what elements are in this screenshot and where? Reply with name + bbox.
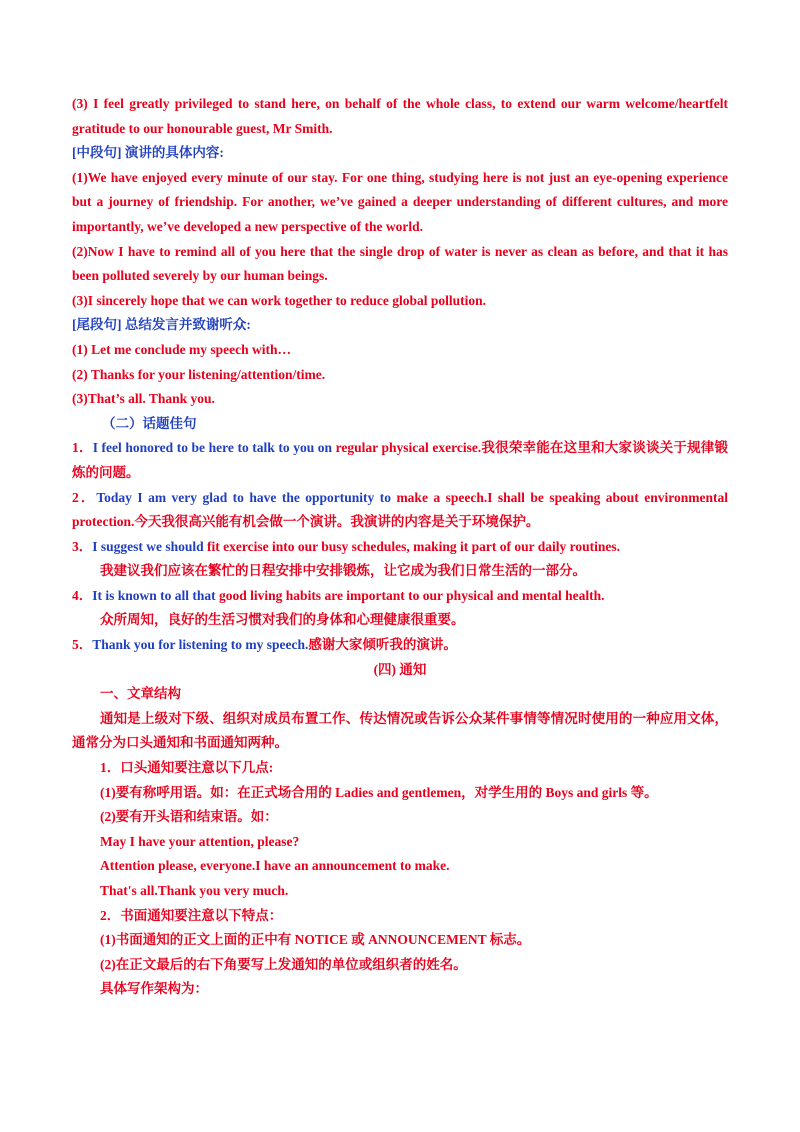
- sentence-content: good living habits are important to our physical and mental health.: [219, 587, 605, 603]
- item-number: 4．: [72, 587, 93, 603]
- written-notice-heading: 2．书面通知要注意以下特点：: [100, 907, 283, 923]
- middle-section-tag: [中段句] 演讲的具体内容:: [72, 145, 224, 161]
- opening-sentence-3: (3) I feel greatly privileged to stand here, on behalf of the whole class, to extend our warm welcome/heartfelt gratitude to our honourable guest, Mr Smith.: [72, 96, 728, 136]
- middle-sentence-2: (2)Now I have to remind all of you here that the single drop of water is never as clean as before, and that it has been polluted severely by our human beings.: [72, 243, 728, 284]
- written-point-2: (2)在正文最后的右下角要写上发通知的单位或组织者的姓名。: [100, 956, 467, 972]
- sentence-content: 感谢大家倾听我的演讲。: [308, 637, 457, 653]
- sentence-item-1: [72, 436, 728, 485]
- item-number: 5．: [72, 637, 93, 653]
- sentence-item-3: [72, 535, 728, 560]
- oral-example-2: Attention please, everyone.I have an announcement to make.: [100, 858, 450, 874]
- sentence-item-5: [72, 633, 728, 658]
- notice-intro-paragraph: 通知是上级对下级、组织对成员布置工作、传达情况或告诉公众某件事情等情况时使用的一种应用文体，通常分为口头通知和书面通知两种。: [72, 710, 728, 751]
- oral-point-2: (2)要有开头语和结束语。如：: [100, 809, 278, 825]
- item-number: 2．: [72, 489, 97, 505]
- sentence-pattern-start: Today I: [96, 489, 149, 505]
- oral-example-1: May I have your attention, please?: [100, 833, 300, 849]
- item-number: 1．: [72, 440, 93, 456]
- section-heading-notice: (四) 通知: [373, 661, 427, 677]
- sentence-item-4-translation: 众所周知，良好的生活习惯对我们的身体和心理健康很重要。: [100, 612, 465, 628]
- sentence-pattern: I suggest we should: [92, 538, 208, 554]
- oral-point-1: (1)要有称呼用语。如：在正式场合用的 Ladies and gentlemen，对学生用的 Boys and girls 等。: [100, 784, 658, 800]
- item-number: 3．: [72, 538, 93, 554]
- sentence-item-2: [72, 486, 728, 535]
- document-page: [72, 92, 728, 1002]
- sentence-content: make a speech.I shall be speaking about environmental protection.今天我很高兴能有机会做一个演讲。我演讲的内容是关于环境保护。: [72, 489, 729, 530]
- writing-framework-label: 具体写作架构为：: [100, 981, 208, 997]
- sentence-item-3-translation: 我建议我们应该在繁忙的日程安排中安排锻炼，让它成为我们日常生活的一部分。: [100, 563, 586, 579]
- topic-sentences-heading: （二）话题佳句: [102, 415, 197, 431]
- sentence-pattern: It is known to all that: [92, 587, 220, 603]
- sentence-pattern: am very glad to have the opportunity to: [148, 489, 397, 505]
- structure-heading: 一、文章结构: [100, 686, 181, 702]
- written-point-1: (1)书面通知的正文上面的正中有 NOTICE 或 ANNOUNCEMENT 标志。: [100, 932, 531, 948]
- sentence-pattern: I feel honored to be here to talk to you on: [92, 440, 336, 456]
- ending-sentence-1: (1) Let me conclude my speech with…: [72, 341, 291, 357]
- oral-example-3: That's all.Thank you very much.: [100, 883, 289, 898]
- middle-sentence-1: (1)We have enjoyed every minute of our stay. For one thing, studying here is not just an eye-opening experience but a journey of friendship. For another, we’ve gained a deeper understanding of different cultures, and more importantly, we’ve developed a new perspective of the world.: [72, 169, 728, 234]
- ending-section-tag: [尾段句] 总结发言并致谢听众:: [72, 317, 251, 333]
- sentence-content: regular physical exercise.我很荣幸能在这里和大家谈谈关于规律锻炼的问题。: [72, 440, 729, 480]
- ending-sentence-2: (2) Thanks for your listening/attention/time.: [72, 366, 326, 382]
- sentence-pattern: Thank you for listening to my speech.: [92, 637, 309, 653]
- ending-sentence-3: (3)That’s all. Thank you.: [72, 391, 215, 407]
- sentence-item-4: [72, 584, 728, 609]
- oral-notice-heading: 1．口头通知要注意以下几点:: [100, 760, 274, 776]
- sentence-content: fit exercise into our busy schedules, making it part of our daily routines.: [207, 538, 621, 554]
- middle-sentence-3: (3)I sincerely hope that we can work together to reduce global pollution.: [72, 292, 486, 308]
